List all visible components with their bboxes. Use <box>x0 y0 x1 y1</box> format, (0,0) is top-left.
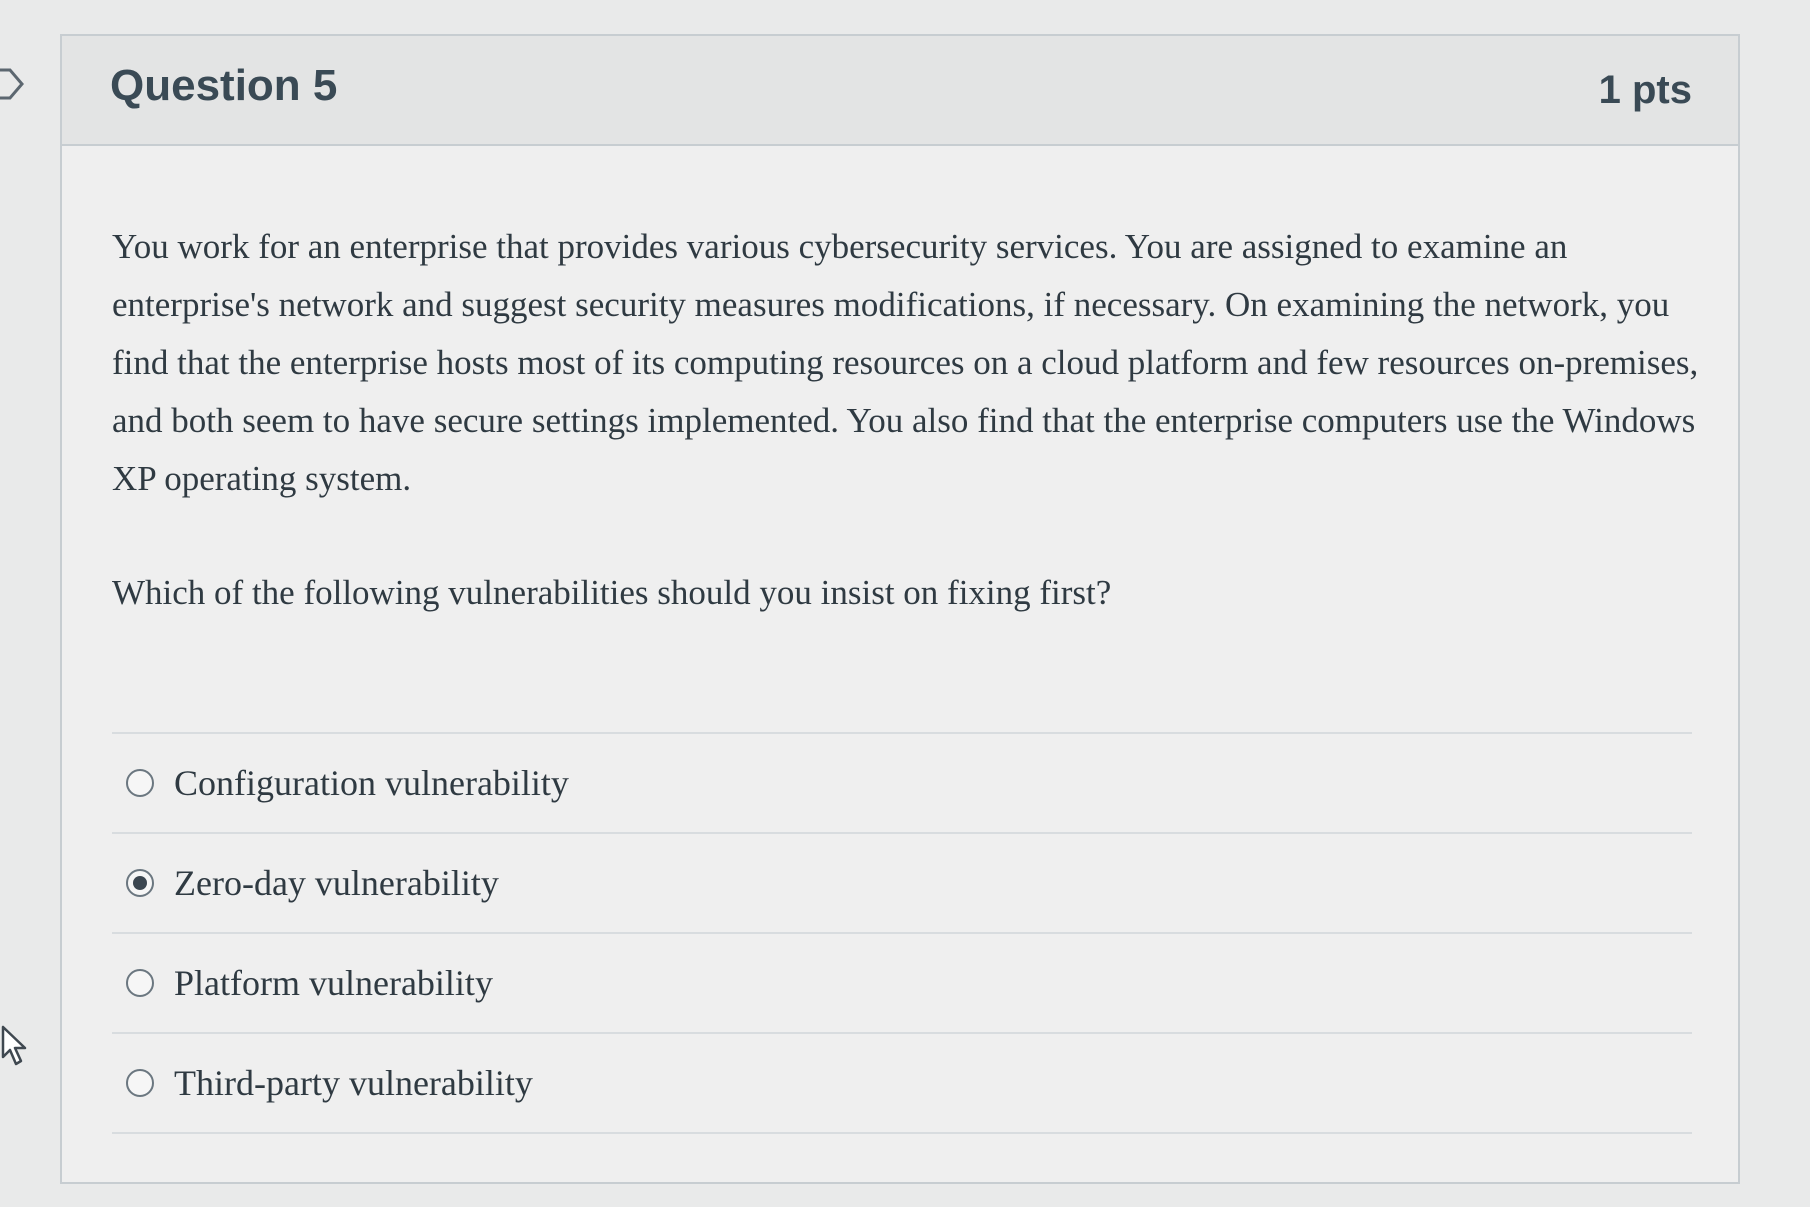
question-prompt: Which of the following vulnerabilities should you insist on fixing first? <box>112 573 1112 612</box>
answer-label[interactable]: Platform vulnerability <box>174 963 493 1003</box>
question-card <box>60 34 1740 1184</box>
answer-option[interactable] <box>112 934 1692 1034</box>
flag-icon[interactable] <box>0 64 28 104</box>
question-header <box>62 36 1738 146</box>
question-points: 1 pts <box>1598 67 1692 112</box>
question-text: You work for an enterprise that provides various cybersecurity services. You are assigned to examine an enterprise's network and suggest security measures modifications, if necessary. On examining the network, you find that the enterprise hosts most of its computing resources on a cloud platform and few resources on-premises, and both seem to have secure settings implemented. You also find that the enterprise computers use the Windows XP operating system. <box>112 227 1699 498</box>
answer-list <box>112 732 1692 1134</box>
question-body <box>62 146 1738 1134</box>
question-title: Question 5 <box>110 61 338 110</box>
answer-option[interactable] <box>112 734 1692 834</box>
answer-option[interactable] <box>112 834 1692 934</box>
answer-option[interactable] <box>112 1034 1692 1134</box>
radio-button[interactable] <box>126 869 154 897</box>
answer-label[interactable]: Third-party vulnerability <box>174 1063 533 1103</box>
answer-label[interactable]: Configuration vulnerability <box>174 763 569 803</box>
answer-label[interactable]: Zero-day vulnerability <box>174 863 499 903</box>
radio-button[interactable] <box>126 1069 154 1097</box>
radio-button[interactable] <box>126 769 154 797</box>
mouse-pointer-icon <box>0 1024 32 1072</box>
radio-button[interactable] <box>126 969 154 997</box>
